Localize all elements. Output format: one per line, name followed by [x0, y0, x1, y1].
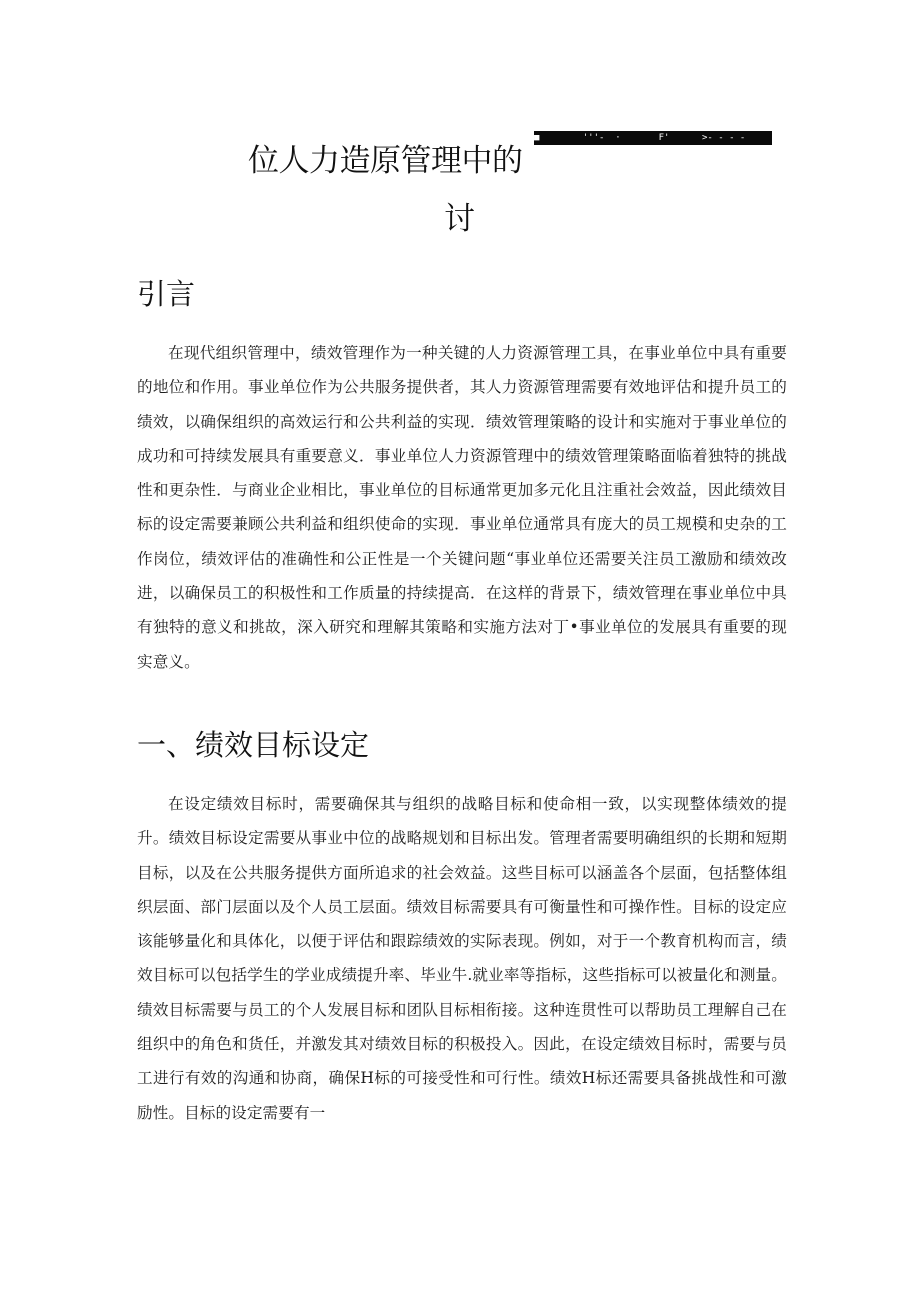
redaction-bar [534, 131, 772, 145]
title-line-1: 位人力造原管理中的 [248, 143, 523, 179]
section-heading-intro: 引言 [137, 277, 196, 311]
goal-setting-paragraph: 在设定绩效目标时，需要确保其与组织的战略目标和使命相一致，以实现整体绩效的提升。绩效目标设定需要从事业中位的战略规划和目标出发。管理者需要明确组织的长期和短期目标，以及在公共服务提供方面所追求的社会效益。这些目标可以涵盖各个层面，包括整体组织层面、部门层面以及个人员工层面。绩效目标需要具有可衡量性和可操作性。目标的设定应该能够量化和具体化，以便于评估和跟踪绩效的实际表现。例如，对于一个教育机构而言，绩效目标可以包括学生的学业成绩提升率、毕业牛.就业率等指标，这些指标可以被量化和测量。绩效目标需要与员工的个人发展目标和团队目标相衔接。这种连贯性可以帮助员工理解自己在组织中的角色和货任，并激发其对绩效目标的积极投入。因此，在设定绩效目标时，需要与员工进行有效的沟通和协商，确保H标的可接受性和可行性。绩效H标还需要具备挑战性和可激励性。目标的设定需要有一 [137, 795, 787, 1122]
document-title [248, 140, 538, 240]
redaction-bar-text: ■ '''- · F' >- - - - [534, 133, 746, 143]
title-line-2: 讨 [444, 201, 475, 237]
intro-paragraph: 在现代组织管理中，绩效管理作为一种关键的人力资源管理工具，在事业单位中具有重要的地位和作用。事业单位作为公共服务提供者，其人力资源管理需要有效地评估和提升员工的绩效，以确保组织的高效运行和公共利益的实现．绩效管理策略的设计和实施对于事业单位的成功和可持续发展具有重要意义．事业单位人力资源管理中的绩效管理策略面临着独特的挑战性和更杂性．与商业企业相比，事业单位的目标通常更加多元化且注重社会效益，因此绩效目标的设定需要兼顾公共利益和组织使命的实现．事业单位通常具有庞大的员工规模和史杂的工作岗位，绩效评估的准确性和公正性是一个关键问题“事业单位还需要关注员工激励和绩效改进，以确保员工的积极性和工作质量的持续提高．在这样的背景下，绩效管理在事业单位中具有独特的意义和挑故，深入研究和理解其策略和实施方法对丁•事业单位的发展具有重要的现实意义。 [137, 344, 787, 671]
section-heading-goal-setting: 一、绩效目标设定 [137, 728, 370, 762]
